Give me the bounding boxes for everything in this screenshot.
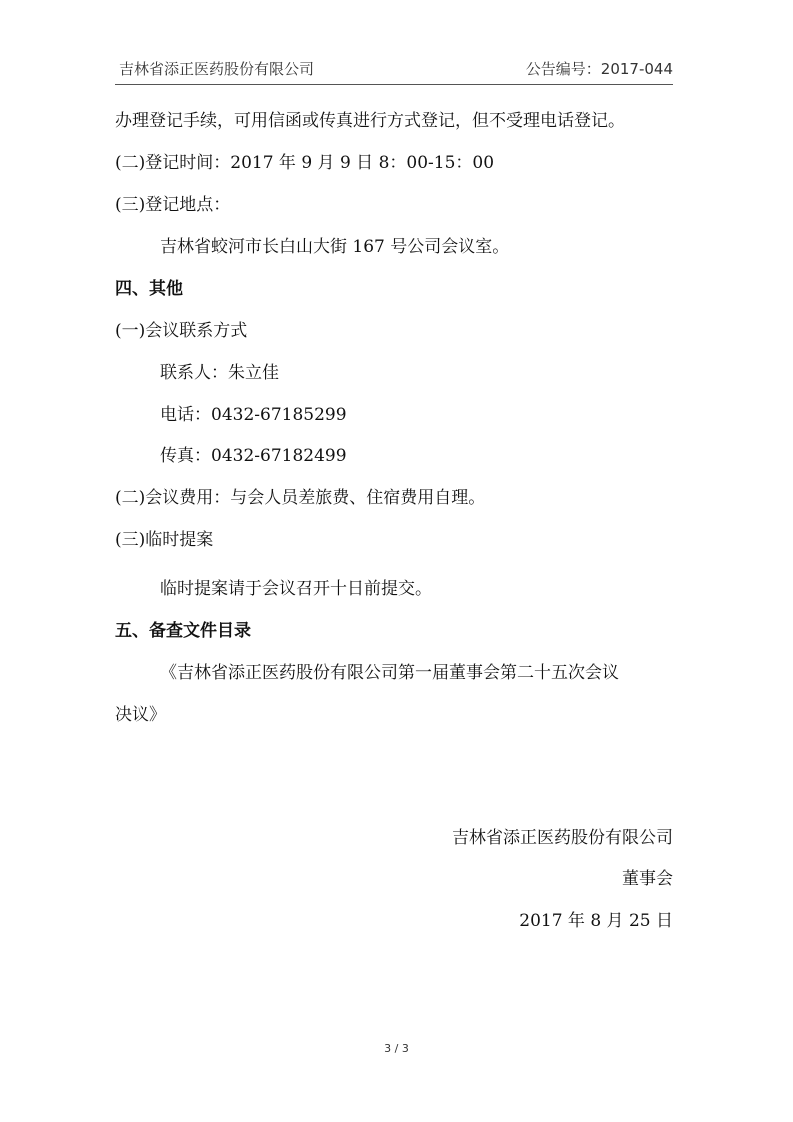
page-number: 3 / 3 — [384, 1042, 409, 1055]
section-4-heading: 四、其他 — [115, 279, 183, 299]
signature-company: 吉林省添正医药股份有限公司 — [452, 828, 673, 848]
header-company: 吉林省添正医药股份有限公司 — [119, 60, 315, 78]
contact-person: 联系人：朱立佳 — [160, 363, 279, 383]
header-notice-number: 公告编号：2017-044 — [525, 60, 673, 78]
signature-board: 董事会 — [622, 869, 673, 889]
contact-phone: 电话：0432-67185299 — [160, 405, 347, 425]
registration-place-label: (三)登记地点： — [115, 195, 231, 215]
registration-time: (二)登记时间：2017 年 9 月 9 日 8：00-15：00 — [115, 153, 495, 173]
temp-proposal-label: (三)临时提案 — [115, 530, 214, 550]
page-header — [115, 56, 673, 85]
signature-date: 2017 年 8 月 25 日 — [519, 911, 673, 931]
meeting-cost: (二)会议费用：与会人员差旅费、住宿费用自理。 — [115, 488, 486, 508]
temp-proposal-text: 临时提案请于会议召开十日前提交。 — [160, 579, 432, 599]
file-list-line-1: 《吉林省添正医药股份有限公司第一届董事会第二十五次会议 — [160, 663, 619, 683]
registration-place: 吉林省蛟河市长白山大街 167 号公司会议室。 — [160, 237, 510, 257]
registration-method: 办理登记手续，可用信函或传真进行方式登记，但不受理电话登记。 — [115, 111, 625, 131]
section-5-heading: 五、备查文件目录 — [115, 621, 251, 641]
file-list-line-2: 决议》 — [115, 705, 166, 725]
contact-fax: 传真：0432-67182499 — [160, 446, 347, 466]
contact-label: (一)会议联系方式 — [115, 321, 248, 341]
